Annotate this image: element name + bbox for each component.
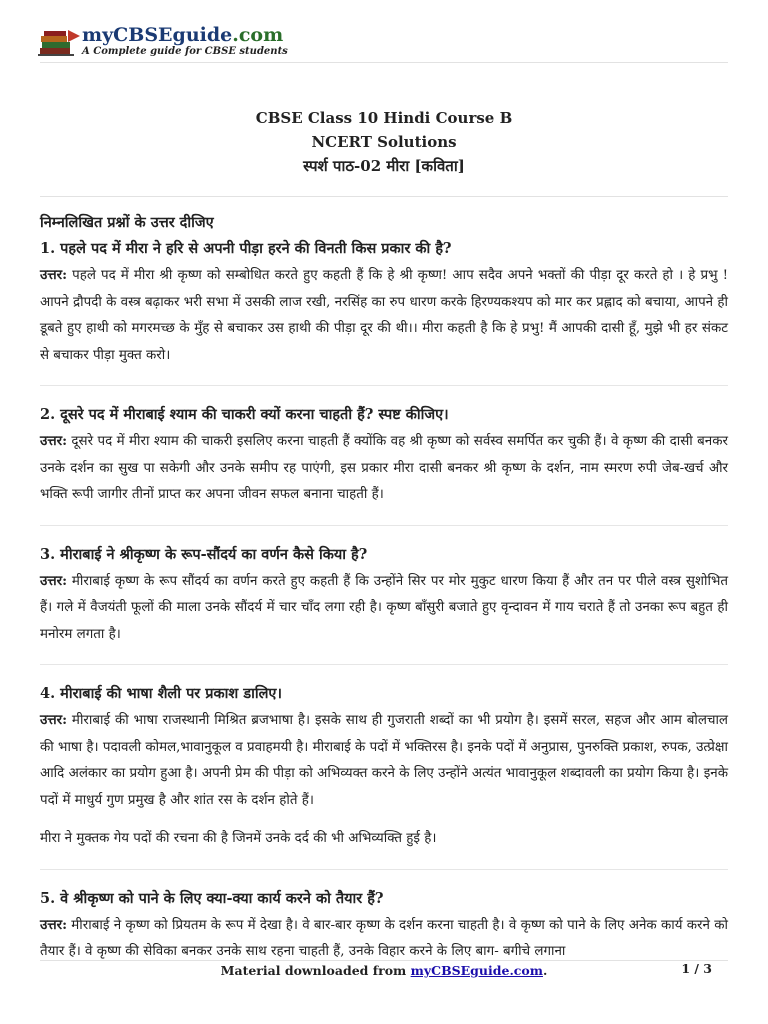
title-line-2: NCERT Solutions — [311, 133, 457, 151]
logo-wordmark: myCBSEguide.com — [82, 24, 284, 46]
title-line-1: CBSE Class 10 Hindi Course B — [255, 109, 513, 127]
question-5: 5. वे श्रीकृष्ण को पाने के लिए क्या-क्या कार्य करने को तैयार हैं? — [40, 889, 384, 907]
section-divider — [40, 525, 728, 526]
footer-credit: Material downloaded from myCBSEguide.com. — [220, 963, 548, 978]
answer-label: उत्तर: — [40, 712, 68, 728]
question-block-3 — [40, 542, 728, 649]
question-4: 4. मीराबाई की भाषा शैली पर प्रकाश डालिए। — [40, 685, 282, 702]
title-divider — [40, 196, 728, 197]
books-icon — [38, 28, 82, 58]
answer-label: उत्तर: — [40, 267, 68, 283]
answer-label: उत्तर: — [40, 433, 68, 449]
section-divider — [40, 869, 728, 870]
question-1: 1. पहले पद में मीरा ने हरि से अपनी पीड़ा हरने की विनती किस प्रकार की है? — [40, 240, 452, 257]
page-number: 1 / 3 — [681, 961, 712, 976]
section-divider — [40, 664, 728, 665]
question-3: 3. मीराबाई ने श्रीकृष्ण के रूप-सौंदर्य का वर्णन कैसे किया है? — [40, 545, 368, 563]
answer-2: उत्तर: दूसरे पद में मीरा श्याम की चाकरी इसलिए करना चाहती हैं क्योंकि वह श्री कृष्ण को सर्वस्व समर्पित कर चुकी हैं। वे कृष्ण की दासी बनकर उनके दर्शन का सुख पा सकेगी और उनके समीप रह पाएंगी, इस प्रकार मीरा दासी बनकर श्री कृष्ण के दर्शन, नाम स्मरण रुपी जेब-खर्च और भक्ति रूपी जागीर तीनों प्राप्त कर अपना जीवन सफल बनाना चाहती हैं। — [40, 433, 728, 502]
footer-divider — [40, 960, 728, 961]
question-block-2 — [40, 402, 728, 509]
answer-1: उत्तर: पहले पद में मीरा श्री कृष्ण को सम्बोधित करते हुए कहती हैं कि हे श्री कृष्ण! आप सदैव अपने भक्तों की पीड़ा दूर करते हो । हे प्रभु ! आपने द्रौपदी के वस्त्र बढ़ाकर भरी सभा में उसकी लाज रखी, नरसिंह का रुप धारण करके हिरण्यकश्यप को मार कर प्रह्लाद को बचाया, आपने ही डूबते हुए हाथी को मगरमच्छ के मुँह से बचाकर उस हाथी की पीड़ा दूर की थी।। मीरा कहती है कि हे प्रभु! मैं आपकी दासी हूँ, मुझे भी हर संकट से बचाकर पीड़ा मुक्त करो। — [40, 267, 728, 363]
answer-3: उत्तर: मीराबाई कृष्ण के रूप सौंदर्य का वर्णन करते हुए कहती हैं कि उन्होंने सिर पर मोर मुकुट धारण किया हैं और तन पर पीले वस्त्र सुशोभित हैं। गले में वैजयंती फूलों की माला उनके सौंदर्य में चार चाँद लगा रही है। कृष्ण बाँसुरी बजाते हुए वृन्दावन में गाय चराते हैं तो उनका रूप बहुत ही मनोरम लगता है। — [40, 572, 728, 642]
title-line-3: स्पर्श पाठ-02 मीरा [कविता] — [303, 157, 465, 175]
footer-site-link[interactable]: myCBSEguide.com — [410, 963, 543, 978]
answer-4: उत्तर: मीराबाई की भाषा राजस्थानी मिश्रित ब्रजभाषा है। इसके साथ ही गुजराती शब्दों का भी प्रयोग है। इसमें सरल, सहज और आम बोलचाल की भाषा है। पदावली कोमल,भावानुकूल व प्रवाहमयी है। मीराबाई के पदों में भक्तिरस है। इनके पदों में अनुप्रास, पुनरुक्ति प्रकाश, रुपक, उत्प्रेक्षा आदि अलंकार का प्रयोग हुआ है। अपनी प्रेम की पीड़ा को अभिव्यक्त करने के लिए उन्होंने अत्यंत भावानुकूल शब्दावली का प्रयोग किया है। इनके पदों में माधुर्य गुण प्रमुख है और शांत रस के दर्शन होते हैं। — [40, 712, 728, 808]
answer-label: उत्तर: — [40, 572, 68, 589]
answer-label: उत्तर: — [40, 916, 68, 933]
answer-5: उत्तर: मीराबाई ने कृष्ण को प्रियतम के रूप में देखा है। वे बार-बार कृष्ण के दर्शन करना चाहती है। वे कृष्ण को पाने के लिए अनेक कार्य करने को तैयार हैं। वे कृष्ण की सेविका बनकर उनके साथ रहना चाहती हैं, उनके विहार करने के लिए बाग- बगीचे लगाना — [40, 916, 728, 959]
question-block-5 — [40, 886, 728, 966]
content-body — [40, 210, 728, 966]
instruction-heading: निम्नलिखित प्रश्नों के उत्तर दीजिए — [40, 214, 214, 231]
site-logo[interactable] — [38, 24, 298, 60]
section-divider — [40, 385, 728, 386]
question-block-4 — [40, 681, 728, 853]
answer-4-extra: मीरा ने मुक्तक गेय पदों की रचना की है जिनमें उनके दर्द की भी अभिव्यक्ति हुई है। — [40, 831, 437, 846]
logo-tagline: A Complete guide for CBSE students — [82, 46, 288, 57]
question-block-1 — [40, 236, 728, 369]
document-title-block — [0, 106, 768, 178]
header-divider — [40, 62, 728, 63]
question-2: 2. दूसरे पद में मीराबाई श्याम की चाकरी क्यों करना चाहती हैं? स्पष्ट कीजिए। — [40, 406, 449, 423]
